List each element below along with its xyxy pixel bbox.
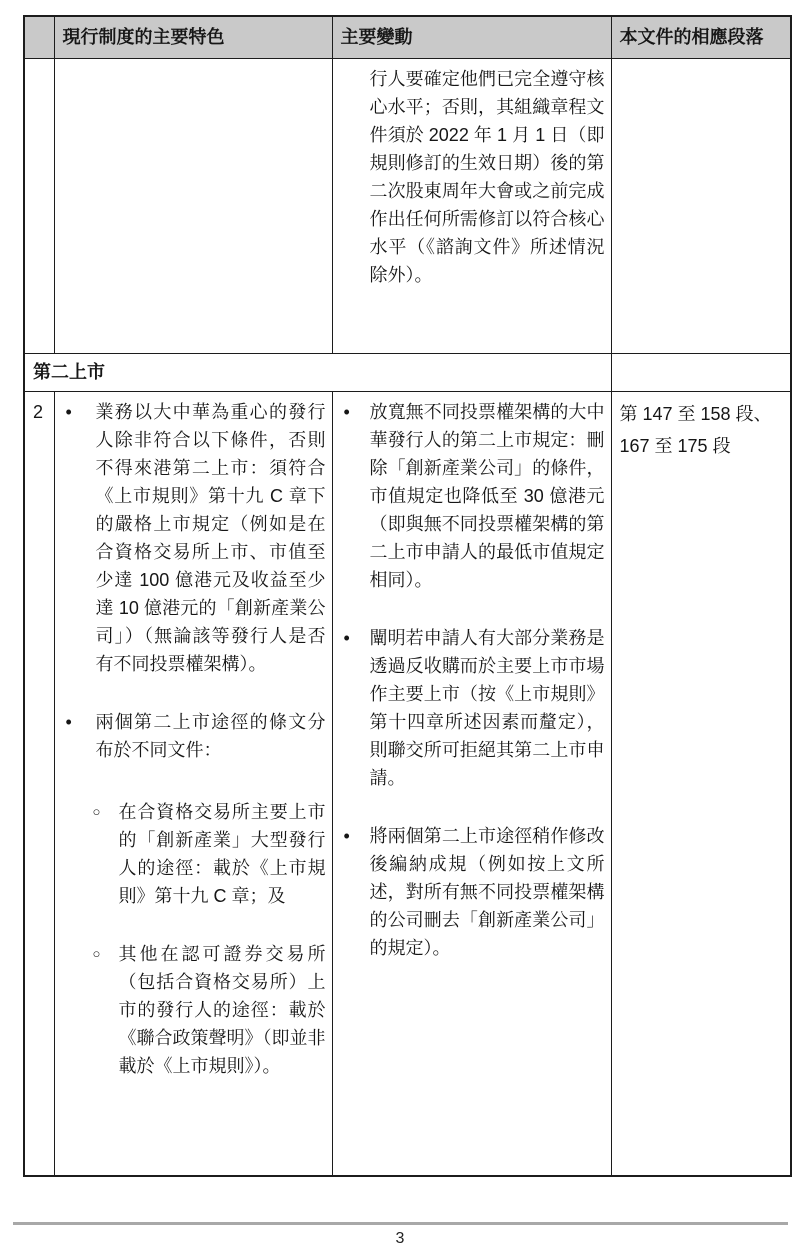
sub-bullet-item (91, 798, 326, 910)
header-cell-paragraphs: 本文件的相應段落 (611, 16, 791, 58)
section-title: 第二上市 (24, 353, 611, 391)
item-row-2 (24, 391, 791, 1176)
bullet-text: 闡明若申請人有大部分業務是透過反收購而於主要上市市場作主要上市（按《上市規則》第十四章所述因素而釐定），則聯交所可拒絕其第二上市申請。 (369, 627, 605, 788)
bullet-marker: • (343, 627, 350, 648)
bullet-text: 業務以大中華為重心的發行人除非符合以下條件，否則不得來港第二上市：須符合《上市規則》第十九 C 章下的嚴格上市規定（例如是在合資格交易所上市、市值至少達 100 億港元及收益至少達 10 億港元的「創新產業公司」）（無論該等發行人是否有不同投票權架構）。 (95, 401, 326, 674)
page-number: 3 (395, 1230, 405, 1247)
bullet-item (341, 822, 605, 962)
sub-bullet-text: 其他在認可證券交易所（包括合資格交易所）上市的發行人的途徑：載於《聯合政策聲明》（即並非載於《上市規則》）。 (118, 943, 326, 1076)
continuation-changes-cell (332, 58, 611, 353)
bullet-item (341, 624, 605, 792)
bullet-marker: • (65, 711, 72, 732)
bullet-item (341, 398, 605, 594)
current-regime-cell (54, 391, 332, 1176)
row-number: 2 (24, 391, 54, 1176)
section-row (24, 353, 791, 391)
continuation-row (24, 58, 791, 353)
section-paragraphs-cell (611, 353, 791, 391)
continuation-current-cell (54, 58, 332, 353)
bullet-item (63, 398, 326, 678)
summary-table (23, 15, 792, 1177)
paragraph-reference-line: 第 147 至 158 段、 (619, 403, 772, 424)
paragraph-reference-line: 167 至 175 段 (619, 435, 731, 456)
continuation-text: 行人要確定他們已完全遵守核心水平；否則，其組織章程文件須於 2022 年 1 月 1 日（即規則修訂的生效日期）後的第二次股東周年大會或之前完成作出任何所需修訂以符合核心水平（《諮詢文件》所述情況除外）。 (369, 68, 605, 285)
sub-bullet-marker: ○ (92, 945, 101, 961)
bullet-text: 兩個第二上市途徑的條文分布於不同文件： (95, 711, 326, 760)
sub-bullet-list (91, 798, 326, 1080)
paragraph-reference-cell (611, 391, 791, 1176)
sub-bullet-text: 在合資格交易所主要上市的「創新產業」大型發行人的途徑：載於《上市規則》第十九 C 章；及 (118, 801, 326, 906)
sub-bullet-item (91, 940, 326, 1080)
bullet-marker: • (343, 401, 350, 422)
continuation-num-cell (24, 58, 54, 353)
bullet-text: 將兩個第二上市途徑稍作修改後編納成規（例如按上文所述，對所有無不同投票權架構的公司刪去「創新產業公司」的規定）。 (369, 825, 605, 958)
bullet-marker: • (343, 825, 350, 846)
header-cell-main-changes: 主要變動 (332, 16, 611, 58)
bullet-item (63, 708, 326, 764)
table-header-row (24, 16, 791, 58)
header-cell-empty (24, 16, 54, 58)
bullet-marker: • (65, 401, 72, 422)
sub-bullet-marker: ○ (92, 803, 101, 819)
main-changes-cell (332, 391, 611, 1176)
continuation-paragraphs-cell (611, 58, 791, 353)
bullet-text: 放寬無不同投票權架構的大中華發行人的第二上市規定：刪除「創新產業公司」的條件，市值規定也降低至 30 億港元（即與無不同投票權架構的第二上市申請人的最低市值規定相同）。 (369, 401, 605, 590)
footer-divider (13, 1222, 788, 1225)
header-cell-current-regime: 現行制度的主要特色 (54, 16, 332, 58)
